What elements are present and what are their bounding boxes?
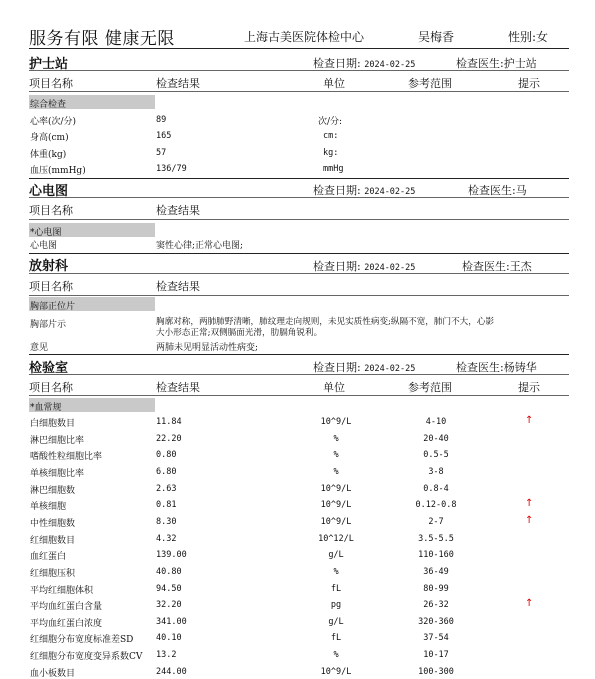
- table-row-range: 0.8-4: [423, 484, 449, 494]
- table-row-name: 单核细胞比率: [30, 469, 85, 479]
- table-row-unit: kg:: [323, 148, 339, 158]
- section-title: 检验室: [29, 361, 69, 376]
- table-row-name: 身高(cm): [30, 133, 69, 143]
- table-row-unit: 10^9/L: [320, 667, 352, 677]
- group-label: 综合检查: [30, 100, 67, 110]
- section-divider: [29, 374, 569, 375]
- section-divider: [29, 219, 569, 220]
- table-row-range: 100-300: [418, 667, 454, 677]
- table-row-range: 2-7: [428, 517, 444, 527]
- table-row-range: 110-160: [418, 550, 454, 560]
- table-row-range: 0.5-5: [423, 450, 449, 460]
- table-row-value: 0.81: [156, 500, 177, 510]
- table-row-value: 136/79: [156, 164, 187, 174]
- up-arrow-icon: ↑: [525, 598, 534, 609]
- col-header-unit: 单位: [323, 77, 345, 90]
- table-row-value: 0.80: [156, 450, 177, 460]
- exam-date: 检查日期: 2024-02-25: [313, 361, 416, 374]
- table-row-range: 36-49: [423, 567, 449, 577]
- table-row-unit: pg: [330, 600, 342, 610]
- table-row-value: 胸廓对称，两肺肺野清晰，肺纹理走向规则，未见实质性病变;纵隔不宽，肺门不大，心影: [156, 317, 495, 327]
- table-row-name: 体重(kg): [30, 150, 67, 160]
- col-header-item: 项目名称: [29, 77, 73, 90]
- table-row-unit: 10^9/L: [320, 500, 352, 510]
- table-row-name: 意见: [30, 343, 49, 353]
- table-row-unit: 10^9/L: [320, 484, 352, 494]
- table-row-value: 32.20: [156, 600, 182, 610]
- col-header-unit: 单位: [323, 381, 345, 394]
- table-row-range: 37-54: [423, 633, 449, 643]
- table-row-unit: g/L: [328, 617, 344, 627]
- section-divider: [29, 395, 569, 396]
- table-row-name: 血红蛋白: [30, 552, 67, 562]
- table-row-value: 244.00: [156, 667, 187, 677]
- col-header-flag: 提示: [518, 77, 540, 90]
- up-arrow-icon: ↑: [525, 498, 534, 509]
- section-title: 放射科: [29, 259, 69, 274]
- table-row-name: 心电图: [30, 241, 58, 251]
- table-row-name: 平均血红蛋白浓度: [30, 619, 103, 629]
- table-row-range: 0.12-0.8: [415, 500, 457, 510]
- hospital-name: 上海古美医院体检中心: [244, 30, 365, 44]
- table-row-value: 8.30: [156, 517, 177, 527]
- table-row-unit: 次/分:: [318, 117, 343, 127]
- table-row-name: 单核细胞: [30, 502, 67, 512]
- table-row-value: 13.2: [156, 650, 177, 660]
- table-row-value: 11.84: [156, 417, 182, 427]
- group-label: *血常规: [30, 403, 62, 413]
- table-row-value: 139.00: [156, 550, 187, 560]
- table-row-value: 89: [156, 115, 167, 125]
- exam-doctor: 检查医生:马: [468, 184, 527, 197]
- table-row-value: 40.80: [156, 567, 182, 577]
- col-header-item: 项目名称: [29, 381, 73, 394]
- patient-name: 吴梅香: [418, 30, 455, 44]
- section-title: 护士站: [29, 57, 69, 72]
- table-row-value: 2.63: [156, 484, 177, 494]
- table-row-name: 嗜酸性粒细胞比率: [30, 452, 103, 462]
- table-row-value: 165: [156, 131, 172, 141]
- table-row-name: 胸部片示: [30, 320, 67, 330]
- table-row-range: 26-32: [423, 600, 449, 610]
- table-row-value: 94.50: [156, 584, 182, 594]
- section-divider: [29, 91, 569, 92]
- table-row-range: 20-40: [423, 434, 449, 444]
- patient-sex: 性别:女: [508, 30, 549, 44]
- table-row-value: 6.80: [156, 467, 177, 477]
- table-row-name: 血压(mmHg): [30, 166, 86, 176]
- col-header-item: 项目名称: [29, 280, 73, 293]
- table-row-name: 中性细胞数: [30, 519, 76, 529]
- col-header-item: 项目名称: [29, 204, 73, 217]
- section-divider: [29, 273, 569, 274]
- table-row-value: 57: [156, 148, 167, 158]
- table-row-unit: mmHg: [323, 164, 344, 174]
- table-row-range: 3.5-5.5: [418, 534, 454, 544]
- table-row-name: 平均红细胞体积: [30, 586, 94, 596]
- table-row-unit: %: [333, 650, 339, 660]
- col-header-range: 参考范围: [408, 381, 452, 394]
- table-row-unit: 10^9/L: [320, 417, 352, 427]
- table-row-value: 341.00: [156, 617, 187, 627]
- up-arrow-icon: ↑: [525, 515, 534, 526]
- col-header-flag: 提示: [518, 381, 540, 394]
- report-slogan: 服务有限 健康无限: [29, 29, 175, 49]
- table-row-unit: fL: [330, 633, 342, 643]
- header-divider: [29, 48, 569, 49]
- table-row-range: 320-360: [418, 617, 454, 627]
- table-row-unit: %: [333, 450, 339, 460]
- table-row-range: 3-8: [428, 467, 444, 477]
- section-title: 心电图: [29, 184, 69, 199]
- table-row-unit: 10^12/L: [318, 534, 354, 544]
- section-divider: [29, 253, 569, 254]
- exam-doctor: 检查医生:护士站: [456, 57, 537, 70]
- table-row-unit: %: [333, 434, 339, 444]
- section-divider: [29, 197, 569, 198]
- table-row-value: 40.10: [156, 633, 182, 643]
- table-row-value: 4.32: [156, 534, 177, 544]
- table-row-value-cont: 大小形态正常;双侧膈面光滑，肋膈角锐利。: [156, 328, 323, 338]
- table-row-name: 红细胞分布宽度变异系数CV: [30, 652, 143, 662]
- table-row-unit: 10^9/L: [320, 517, 352, 527]
- table-row-name: 淋巴细胞数: [30, 486, 76, 496]
- exam-date: 检查日期: 2024-02-25: [313, 57, 416, 70]
- table-row-unit: %: [333, 467, 339, 477]
- table-row-name: 红细胞分布宽度标准差SD: [30, 635, 134, 645]
- table-row-value: 22.20: [156, 434, 182, 444]
- exam-doctor: 检查医生:杨铸华: [456, 361, 537, 374]
- table-row-name: 淋巴细胞比率: [30, 436, 85, 446]
- group-label: 胸部正位片: [30, 302, 76, 312]
- exam-doctor: 检查医生:王杰: [462, 260, 532, 273]
- up-arrow-icon: ↑: [525, 415, 534, 426]
- section-divider: [29, 178, 569, 179]
- table-row-unit: cm:: [323, 131, 339, 141]
- table-row-name: 红细胞压积: [30, 569, 76, 579]
- table-row-name: 血小板数目: [30, 669, 76, 679]
- exam-date: 检查日期: 2024-02-25: [313, 184, 416, 197]
- group-label: *心电图: [30, 228, 62, 238]
- table-row-name: 心率(次/分): [30, 117, 77, 127]
- section-divider: [29, 354, 569, 355]
- col-header-result: 检查结果: [156, 204, 200, 217]
- table-row-unit: %: [333, 567, 339, 577]
- table-row-value: 窦性心律;正常心电图;: [156, 241, 244, 251]
- table-row-range: 4-10: [425, 417, 447, 427]
- table-row-range: 80-99: [423, 584, 449, 594]
- table-row-name: 白细胞数目: [30, 419, 76, 429]
- exam-date: 检查日期: 2024-02-25: [313, 260, 416, 273]
- table-row-range: 10-17: [423, 650, 449, 660]
- table-row-unit: fL: [330, 584, 342, 594]
- section-divider: [29, 70, 569, 71]
- table-row-value: 两肺未见明显活动性病变;: [156, 343, 259, 353]
- section-divider: [29, 295, 569, 296]
- table-row-unit: g/L: [328, 550, 344, 560]
- col-header-range: 参考范围: [408, 77, 452, 90]
- col-header-result: 检查结果: [156, 77, 200, 90]
- table-row-name: 红细胞数目: [30, 536, 76, 546]
- table-row-name: 平均血红蛋白含量: [30, 602, 103, 612]
- col-header-result: 检查结果: [156, 381, 200, 394]
- col-header-result: 检查结果: [156, 280, 200, 293]
